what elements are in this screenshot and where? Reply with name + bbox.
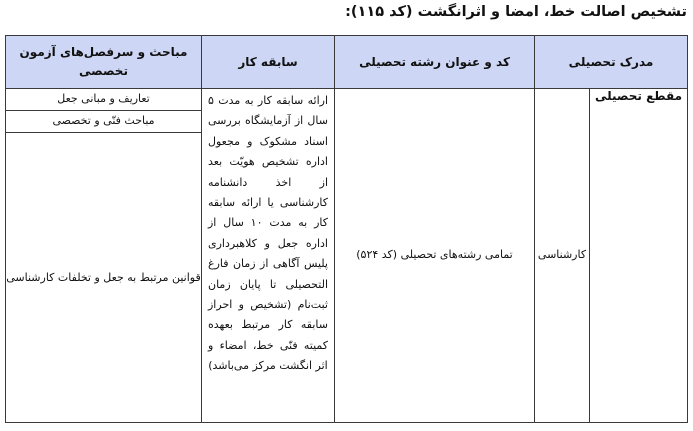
header-field: کد و عنوان رشته تحصیلی (335, 36, 535, 89)
topic-item: تعاریف و مبانی جعل (6, 89, 202, 111)
degree-value: کارشناسی (535, 89, 590, 423)
section-heading: تشخیص اصالت خط، امضا و اثرانگشت (کد ۱۱۵): (345, 4, 687, 20)
experience-cell (202, 89, 335, 423)
header-topics: مباحث و سرفصل‌های آزمون تخصصی (6, 36, 202, 89)
requirements-table (5, 35, 688, 423)
table-header-row (6, 36, 688, 89)
header-degree: مدرک تحصیلی (535, 36, 688, 89)
table-row (6, 89, 688, 111)
topic-item: قوانین مرتبط به جعل و تخلفات کارشناسی (6, 133, 202, 423)
level-label: مقطع تحصیلی (590, 89, 688, 423)
header-experience: سابقه کار (202, 36, 335, 89)
topic-item: مباحث فنّی و تخصصی (6, 111, 202, 133)
field-value: تمامی رشته‌های تحصیلی (کد ۵۲۴) (335, 89, 535, 423)
experience-value: ارائه سابقه کار به مدت ۵ سال از آزمایشگاه بررسی اسناد مشکوک و مجعول اداره تشخیص هویّت بعد از اخذ دانشنامه کارشناسی یا ارائه سابقه کار به مدت ۱۰ سال از اداره جعل و کلاهبرداری پلیس آگاهی از زمان فارغ التحصیلی تا پایان زمان ثبت‌نام (تشخیص و احراز سابقه کار مرتبط بعهده کمیته فنّی خط، امضاء و اثر انگشت مرکز می‌باشد) (208, 94, 328, 373)
